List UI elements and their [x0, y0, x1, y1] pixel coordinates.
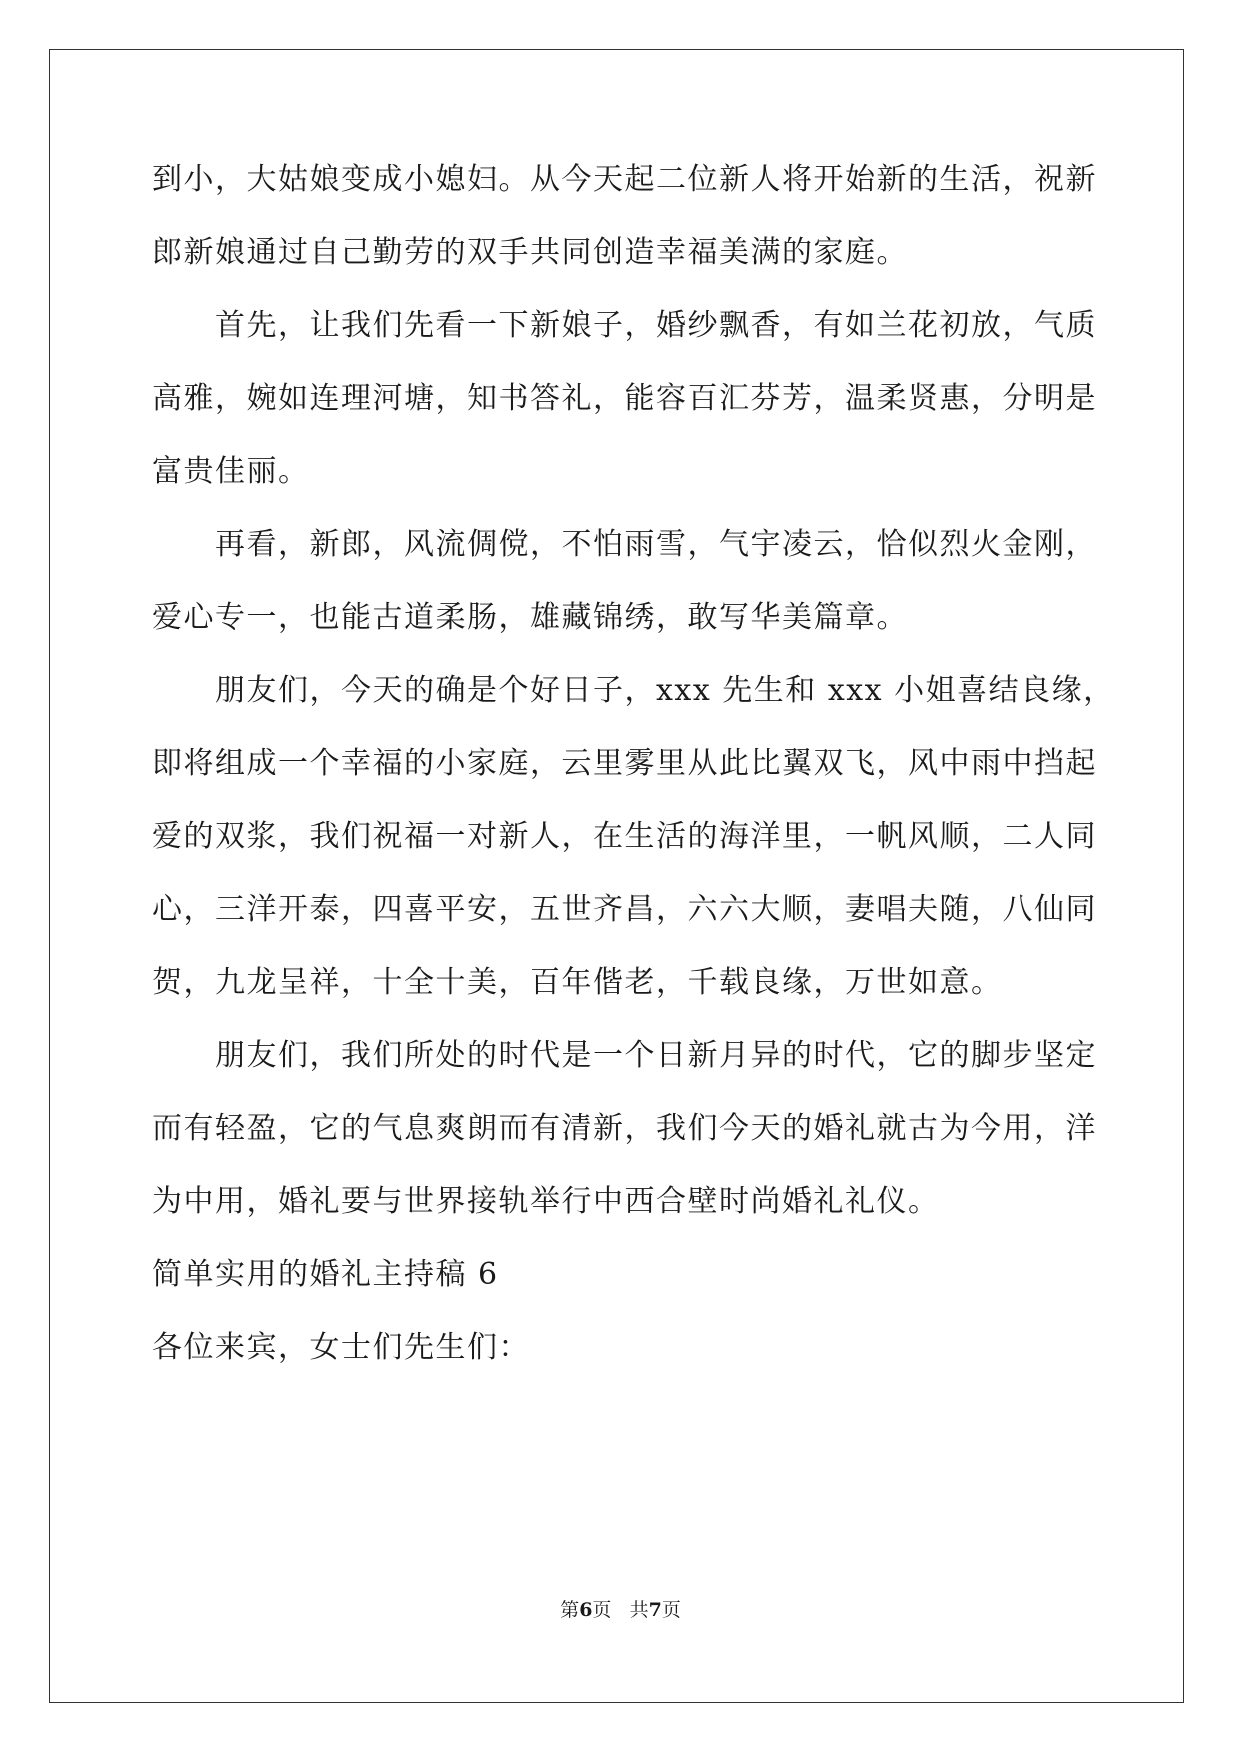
footer-total-prefix: 共 — [629, 1599, 649, 1621]
text-line: 到小，大姑娘变成小媳妇。从今天起二位新人将开始新的生活，祝新 — [152, 162, 1097, 197]
text-line: 郎新娘通过自己勤劳的双手共同创造幸福美满的家庭。 — [152, 235, 908, 270]
text-line: 朋友们，我们所处的时代是一个日新月异的时代，它的脚步坚定 — [152, 1038, 1097, 1073]
total-page-number: 7 — [648, 1599, 662, 1621]
text-line: 朋友们，今天的确是个好日子，xxx 先生和 xxx 小姐喜结良缘， — [152, 673, 1115, 708]
text-line: 高雅，婉如连理河塘，知书答礼，能容百汇芬芳，温柔贤惠，分明是 — [152, 381, 1097, 416]
text-line: 而有轻盈，它的气息爽朗而有清新，我们今天的婚礼就古为今用，洋 — [152, 1111, 1097, 1146]
text-line: 爱的双浆，我们祝福一对新人，在生活的海洋里，一帆风顺，二人同 — [152, 819, 1097, 854]
text-line: 心，三洋开泰，四喜平安，五世齐昌，六六大顺，妻唱夫随，八仙同 — [152, 892, 1097, 927]
section-heading: 简单实用的婚礼主持稿 6 — [152, 1257, 499, 1292]
page-frame — [49, 49, 1184, 1703]
text-line: 富贵佳丽。 — [152, 454, 310, 489]
footer-prefix: 第 — [560, 1599, 580, 1621]
current-page-number: 6 — [579, 1599, 593, 1621]
page-footer — [0, 1598, 1241, 1622]
footer-total-suffix: 页 — [661, 1599, 681, 1621]
text-line: 再看，新郎，风流倜傥，不怕雨雪，气宇凌云，恰似烈火金刚， — [152, 527, 1097, 562]
text-line: 首先，让我们先看一下新娘子，婚纱飘香，有如兰花初放，气质 — [152, 308, 1097, 343]
text-line: 各位来宾，女士们先生们： — [152, 1330, 530, 1365]
text-line: 贺，九龙呈祥，十全十美，百年偕老，千载良缘，万世如意。 — [152, 965, 1003, 1000]
footer-page-suffix: 页 — [592, 1599, 612, 1621]
text-line: 为中用，婚礼要与世界接轨举行中西合壁时尚婚礼礼仪。 — [152, 1184, 940, 1219]
text-line: 即将组成一个幸福的小家庭，云里雾里从此比翼双飞，风中雨中挡起 — [152, 746, 1097, 781]
text-line: 爱心专一，也能古道柔肠，雄藏锦绣，敢写华美篇章。 — [152, 600, 908, 635]
